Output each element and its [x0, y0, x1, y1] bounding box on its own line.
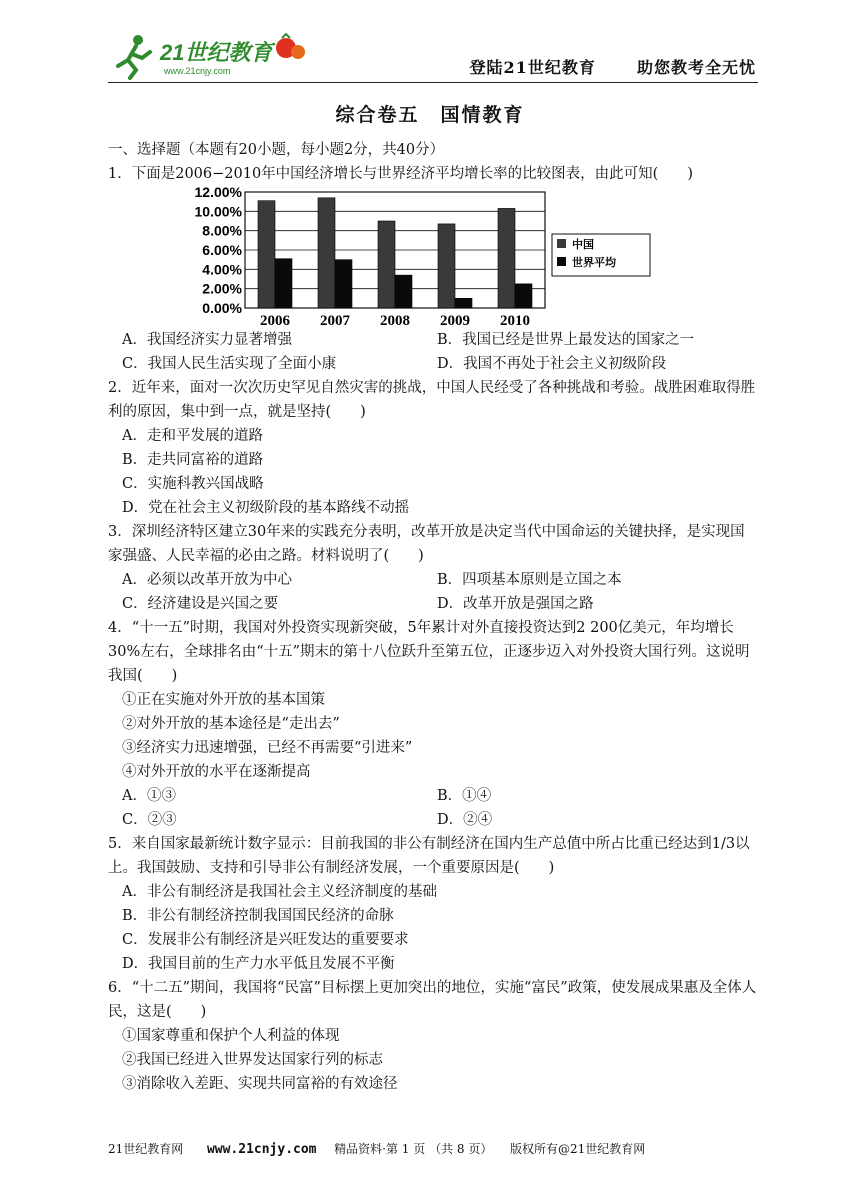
bar-china	[318, 198, 335, 308]
option: C．实施科教兴国战略	[122, 476, 264, 492]
statement-item: ①国家尊重和保护个人利益的体现	[122, 1028, 340, 1044]
question-stem: 5．来自国家最新统计数字显示：目前我国的非公有制经济在国内生产总值中所占比重已经达到1/3以上。我国鼓励、支持和引导非公有制经济发展，一个重要原因是( )	[108, 836, 750, 876]
y-tick-label: 12.00%	[194, 186, 242, 200]
option: C．②③	[122, 812, 177, 828]
option: B．走共同富裕的道路	[122, 452, 264, 468]
y-tick-label: 4.00%	[202, 261, 242, 278]
option: A．走和平发展的道路	[122, 428, 263, 444]
option: D．改革开放是强国之路	[437, 596, 594, 612]
y-tick-label: 2.00%	[202, 280, 242, 297]
page-header	[108, 30, 758, 83]
statement-item: ④对外开放的水平在逐渐提高	[122, 764, 311, 780]
y-tick-label: 0.00%	[202, 300, 242, 316]
runner-icon	[118, 35, 150, 78]
statement-item: ③消除收入差距、实现共同富裕的有效途径	[122, 1076, 398, 1092]
chart-svg	[108, 186, 758, 328]
logo-text: 21世纪教育	[160, 40, 273, 65]
logo	[108, 30, 308, 80]
question-stem: 1．下面是2006−2010年中国经济增长与世界经济平均增长率的比较图表，由此可知( )	[108, 166, 693, 182]
bar-china	[258, 201, 275, 308]
statement-item: ②对外开放的基本途径是“走出去”	[122, 716, 340, 732]
footer-page: 精品资料·第 1 页 （共 8 页）	[334, 1142, 493, 1156]
option: C．我国人民生活实现了全面小康	[122, 356, 337, 372]
option: B．非公有制经济控制我国国民经济的命脉	[122, 908, 394, 924]
option: A．①③	[122, 788, 176, 804]
logo-url: www.21cnjy.com	[164, 66, 231, 76]
y-tick-label: 6.00%	[202, 242, 242, 258]
y-tick-label: 10.00%	[194, 203, 242, 220]
option: B．四项基本原则是立国之本	[437, 572, 622, 588]
option-row	[108, 592, 758, 616]
option-row	[108, 352, 758, 376]
bar-chart	[108, 186, 758, 328]
option: D．我国目前的生产力水平低且发展不平衡	[122, 956, 395, 972]
question-stem: 2．近年来，面对一次次历史罕见自然灾害的挑战，中国人民经受了各种挑战和考验。战胜困难取得胜利的原因，集中到一点，就是坚持( )	[108, 380, 756, 420]
option-row	[108, 784, 758, 808]
bar-world-average	[455, 298, 472, 308]
option: D．②④	[437, 812, 493, 828]
statement-item: ③经济实力迅速增强，已经不再需要“引进来”	[122, 740, 413, 756]
question-stem: 3．深圳经济特区建立30年来的实践充分表明，改革开放是决定当代中国命运的关键抉择，是实现国家强盛、人民幸福的必由之路。材料说明了( )	[108, 524, 745, 564]
bar-world-average	[335, 260, 352, 308]
legend-swatch	[557, 239, 566, 248]
legend-label: 世界平均	[572, 256, 616, 269]
option: D．党在社会主义初级阶段的基本路线不动摇	[122, 500, 410, 516]
option-row	[108, 568, 758, 592]
x-tick-label: 2007	[320, 313, 350, 328]
bar-china	[378, 221, 395, 308]
option: A．必须以改革开放为中心	[122, 572, 292, 588]
section-heading: 一、选择题（本题有20小题，每小题2分，共40分）	[108, 142, 445, 158]
document-body	[108, 138, 758, 1096]
option: C．发展非公有制经济是兴旺发达的重要要求	[122, 932, 409, 948]
question-stem: 4．“十一五”时期，我国对外投资实现新突破，5年累计对外直接投资达到2 200亿美元，年均增长30%左右，全球排名由“十五”期末的第十八位跃升至第五位，正逐步迈入对外投资大国行列。这说明我国( )	[108, 620, 750, 684]
question-stem: 6．“十二五”期间，我国将“民富”目标摆上更加突出的地位，实施“富民”政策，使发展成果惠及全体人民，这是( )	[108, 980, 757, 1020]
bar-china	[438, 224, 455, 308]
bar-china	[498, 208, 515, 308]
x-tick-label: 2008	[380, 313, 410, 328]
header-slogan	[470, 55, 756, 78]
option: C．经济建设是兴国之要	[122, 596, 279, 612]
option: B．我国已经是世界上最发达的国家之一	[437, 332, 695, 348]
page-title: 综合卷五 国情教育	[335, 104, 525, 126]
x-tick-label: 2009	[440, 313, 470, 328]
statement-item: ②我国已经进入世界发达国家行列的标志	[122, 1052, 383, 1068]
option-row	[108, 808, 758, 832]
x-tick-label: 2010	[500, 313, 530, 328]
option: B．①④	[437, 788, 492, 804]
legend-swatch	[557, 257, 566, 266]
option-row	[108, 328, 758, 352]
option: D．我国不再处于社会主义初级阶段	[437, 356, 667, 372]
y-tick-label: 8.00%	[202, 222, 242, 239]
footer-site: www.21cnjy.com	[206, 1142, 317, 1157]
footer-copyright: 版权所有@21世纪教育网	[510, 1142, 646, 1156]
slogan-right: 助您教考全无忧	[636, 58, 756, 77]
option: A．我国经济实力显著增强	[122, 332, 292, 348]
bar-world-average	[395, 275, 412, 308]
legend-label: 中国	[572, 238, 594, 251]
footer-left: 21世纪教育网	[108, 1142, 184, 1156]
option: A．非公有制经济是我国社会主义经济制度的基础	[122, 884, 437, 900]
tomato-icon	[276, 34, 305, 59]
bar-world-average	[515, 284, 532, 308]
page-footer	[108, 1140, 758, 1157]
x-tick-label: 2006	[260, 313, 290, 328]
legend-box	[552, 234, 650, 276]
bar-world-average	[275, 259, 292, 308]
statement-item: ①正在实施对外开放的基本国策	[122, 692, 325, 708]
slogan-left: 登陆21世纪教育	[469, 58, 596, 77]
